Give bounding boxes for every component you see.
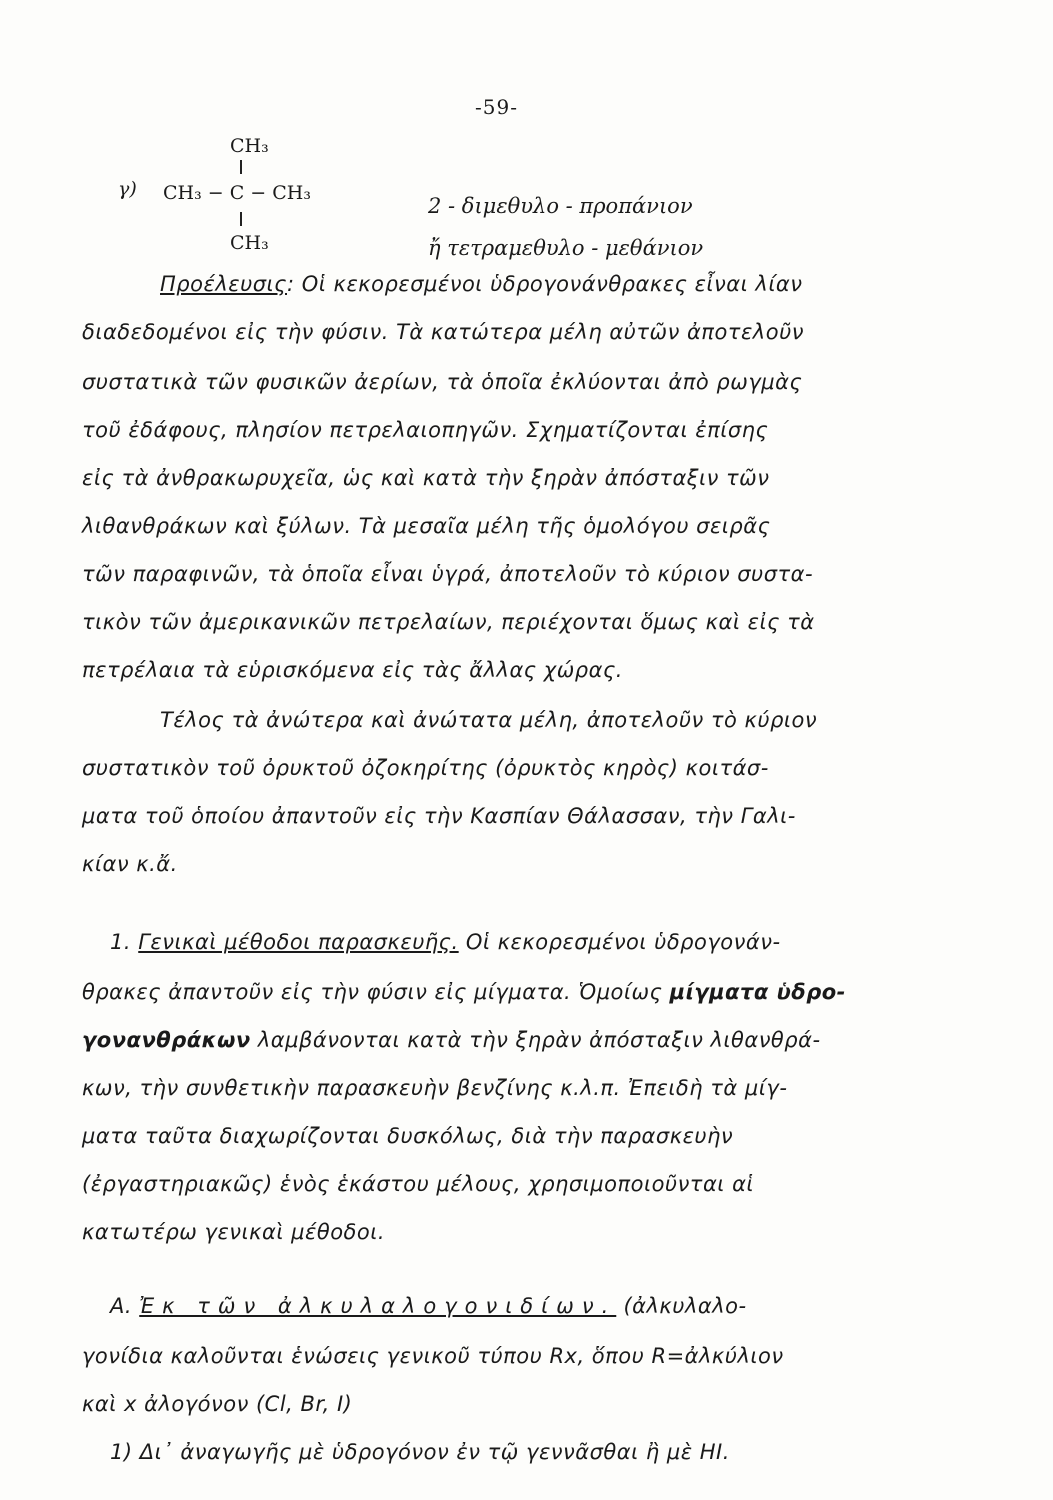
text-line: κίαν κ.ἄ.	[82, 852, 178, 876]
text-line: συστατικὰ τῶν φυσικῶν ἀερίων, τὰ ὁποῖα ἐκλύονται ἀπὸ ρωγμὰς	[82, 370, 803, 394]
formula-main-chain: CH₃ − C − CH₃	[163, 182, 311, 204]
bond-bottom	[240, 212, 242, 226]
page-number: -59-	[475, 95, 518, 119]
formula-top-group: CH₃	[230, 135, 269, 157]
text-line: (ἐργαστηριακῶς) ἑνὸς ἑκάστου μέλους, χρησιμοποιοῦνται αἱ	[82, 1172, 755, 1196]
text-line: κατωτέρω γενικαὶ μέθοδοι.	[82, 1220, 386, 1244]
section-heading-A: Α. Ἐκ τῶν ἀλκυλαλογονιδίων. (ἀλκυλαλο-	[110, 1294, 747, 1318]
text-line: γονανθράκων λαμβάνονται κατὰ τὴν ξηρὰν ἀπόσταξιν λιθανθρά-	[82, 1028, 821, 1052]
text-line: ματα ταῦτα διαχωρίζονται δυσκόλως, διὰ τὴν παρασκευὴν	[82, 1124, 734, 1148]
heading-title: Γενικαὶ μέθοδοι παρασκευῆς.	[138, 930, 459, 954]
heading-title: Ἐκ τῶν ἀλκυλαλογονιδίων.	[139, 1294, 617, 1318]
text-line: τικὸν τῶν ἀμερικανικῶν πετρελαίων, περιέχονται ὅμως καὶ εἰς τὰ	[82, 610, 815, 634]
text-line: 1) Δι᾽ ἀναγωγῆς μὲ ὑδρογόνον ἐν τῷ γεννᾶσθαι ἢ μὲ HI.	[110, 1440, 730, 1464]
compound-names	[428, 185, 703, 269]
formula-label: γ)	[118, 178, 137, 200]
text-line: τοῦ ἐδάφους, πλησίον πετρελαιοπηγῶν. Σχηματίζονται ἐπίσης	[82, 418, 769, 442]
text-line: κων, τὴν συνθετικὴν παρασκευὴν βενζίνης κ.λ.π. Ἐπειδὴ τὰ μίγ-	[82, 1076, 788, 1100]
structural-formula	[118, 130, 378, 260]
text-line: ματα τοῦ ὁποίου ἀπαντοῦν εἰς τὴν Κασπίαν Θάλασσαν, τὴν Γαλι-	[82, 804, 796, 828]
text-line: καὶ x ἀλογόνον (Cl, Br, I)	[82, 1392, 353, 1416]
text-line: συστατικὸν τοῦ ὀρυκτοῦ ὀζοκηρίτης (ὀρυκτὸς κηρὸς) κοιτάσ-	[82, 756, 769, 780]
text-line: τῶν παραφινῶν, τὰ ὁποῖα εἶναι ὑγρά, ἀποτελοῦν τὸ κύριον συστα-	[82, 562, 814, 586]
text-line: πετρέλαια τὰ εὑρισκόμενα εἰς τὰς ἄλλας χώρας.	[82, 658, 623, 682]
text-line: Τέλος τὰ ἀνώτερα καὶ ἀνώτατα μέλη, ἀποτελοῦν τὸ κύριον	[160, 708, 818, 732]
text-line: Προέλευσις: Οἱ κεκορεσμένοι ὑδρογονάνθρακες εἶναι λίαν	[160, 272, 803, 296]
text-line: εἰς τὰ ἀνθρακωρυχεῖα, ὡς καὶ κατὰ τὴν ξηρὰν ἀπόσταξιν τῶν	[82, 466, 770, 490]
section-label-origin: Προέλευσις	[160, 272, 287, 296]
bond-top	[240, 160, 242, 174]
text-line: θρακες ἀπαντοῦν εἰς τὴν φύσιν εἰς μίγματα. Ὁμοίως μίγματα ὑδρο-	[82, 980, 846, 1004]
text-line: διαδεδομένοι εἰς τὴν φύσιν. Τὰ κατώτερα μέλη αὐτῶν ἀποτελοῦν	[82, 320, 804, 344]
section-heading-1: 1. Γενικαὶ μέθοδοι παρασκευῆς. Οἱ κεκορεσμένοι ὑδρογονάν-	[110, 930, 781, 954]
text-line: λιθανθράκων καὶ ξύλων. Τὰ μεσαῖα μέλη τῆς ὁμολόγου σειρᾶς	[82, 514, 771, 538]
formula-bottom-group: CH₃	[230, 232, 269, 254]
compound-name-2: ἤ τετραμεθυλο - μεθάνιον	[428, 236, 704, 260]
compound-name-1: 2 - διμεθυλο - προπάνιον	[428, 194, 693, 218]
text-line: γονίδια καλοῦνται ἑνώσεις γενικοῦ τύπου Rx, ὅπου R=ἀλκύλιον	[82, 1344, 784, 1368]
